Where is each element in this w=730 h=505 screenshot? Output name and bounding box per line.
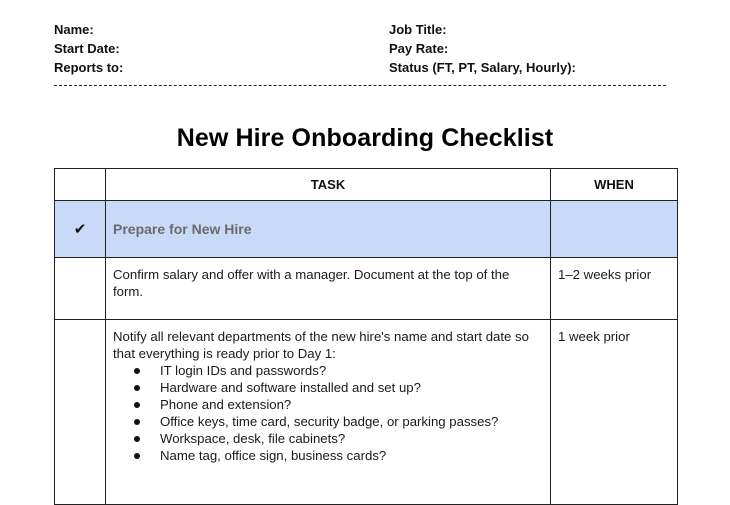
bullet-icon — [134, 419, 140, 425]
column-header-check — [55, 169, 106, 201]
employee-info-right — [389, 20, 576, 77]
list-item: Phone and extension? — [160, 396, 542, 413]
pay-rate-label: Pay Rate: — [389, 41, 449, 56]
column-header-when: WHEN — [551, 169, 678, 201]
section-row — [55, 201, 678, 258]
check-cell[interactable] — [55, 258, 106, 320]
task-cell — [106, 320, 551, 505]
column-header-task: TASK — [106, 169, 551, 201]
dashed-divider — [54, 85, 666, 86]
task-text: Notify all relevant departments of the new hire's name and start date so that everything is ready prior to Day 1: — [113, 329, 529, 361]
bullet-icon — [134, 436, 140, 442]
table-header-row — [55, 169, 678, 201]
list-item: Office keys, time card, security badge, or parking passes? — [160, 413, 542, 430]
employee-info-left — [54, 20, 123, 77]
list-item: Hardware and software installed and set up? — [160, 379, 542, 396]
section-title: Prepare for New Hire — [106, 201, 551, 258]
checkmark-icon[interactable]: ✔ — [55, 201, 106, 258]
bullet-icon — [134, 402, 140, 408]
task-cell: Confirm salary and offer with a manager. Document at the top of the form. — [106, 258, 551, 320]
list-item: Name tag, office sign, business cards? — [160, 447, 542, 464]
table-row — [55, 320, 678, 505]
onboarding-checklist-table — [54, 168, 678, 505]
start-date-label: Start Date: — [54, 41, 120, 56]
reports-to-label: Reports to: — [54, 60, 124, 75]
when-cell: 1 week prior — [551, 320, 678, 505]
table-row — [55, 258, 678, 320]
list-item: IT login IDs and passwords? — [160, 362, 542, 379]
status-label: Status (FT, PT, Salary, Hourly): — [389, 60, 576, 75]
when-cell: 1–2 weeks prior — [551, 258, 678, 320]
bullet-icon — [134, 385, 140, 391]
page-title: New Hire Onboarding Checklist — [176, 124, 554, 152]
name-label: Name: — [54, 22, 94, 37]
bullet-icon — [134, 368, 140, 374]
section-when-cell — [551, 201, 678, 258]
job-title-label: Job Title: — [389, 22, 447, 37]
check-cell[interactable] — [55, 320, 106, 505]
bullet-icon — [134, 453, 140, 459]
list-item: Workspace, desk, file cabinets? — [160, 430, 542, 447]
task-sub-list — [113, 362, 542, 464]
